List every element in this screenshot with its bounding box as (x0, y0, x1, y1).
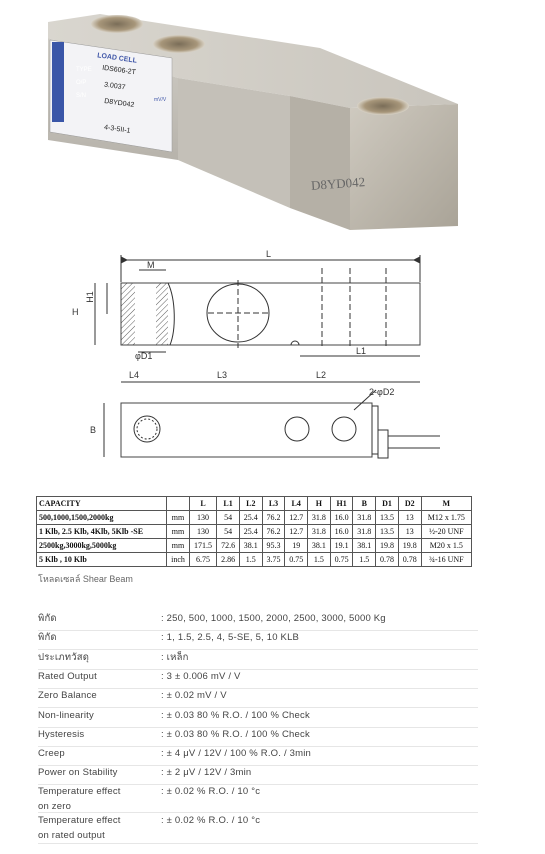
table-cell: 6.75 (189, 553, 216, 567)
table-cell: 1.5 (308, 553, 331, 567)
table-cell: 25.4 (239, 525, 262, 539)
property-value: : เหล็ก (161, 652, 189, 663)
table-cell: inch (167, 553, 189, 567)
property-row (38, 688, 478, 708)
dim-D1: φD1 (135, 351, 153, 361)
table-cell: 130 (189, 511, 216, 525)
property-value: : ± 4 μV / 12V / 100 % R.O. / 3min (161, 748, 312, 759)
table-cell: ½-20 UNF (421, 525, 471, 539)
table-cell: 1.5 (353, 553, 376, 567)
table-header-cell: L (189, 497, 216, 511)
dim-M: M (147, 260, 155, 270)
table-cell: 3.75 (262, 553, 285, 567)
table-header-cell (167, 497, 189, 511)
property-label: Temperature effect on rated output (38, 815, 121, 841)
table-cell: 2.86 (217, 553, 240, 567)
property-value: : 250, 500, 1000, 1500, 2000, 2500, 3000, 5000 Kg (161, 613, 386, 624)
table-cell: 16.0 (330, 511, 353, 525)
table-cell: 0.78 (398, 553, 421, 567)
dim-D2: 2-φD2 (369, 387, 395, 397)
table-cell: 76.2 (262, 511, 285, 525)
property-row (38, 784, 478, 813)
property-row (38, 630, 478, 650)
table-header-cell: H1 (330, 497, 353, 511)
table-row (37, 511, 472, 525)
label-sn-key: S/N (76, 93, 87, 99)
table-header-cell: L2 (239, 497, 262, 511)
dim-L: L (266, 249, 272, 259)
table-cell: 54 (217, 525, 240, 539)
property-row (38, 746, 478, 766)
table-cell: 19.8 (376, 539, 399, 553)
table-cell: 38.1 (353, 539, 376, 553)
table-cell: 25.4 (239, 511, 262, 525)
property-label: Zero Balance (38, 690, 97, 701)
table-header-cell: D2 (398, 497, 421, 511)
table-cell: 13.5 (376, 525, 399, 539)
table-cell: 500,1000,1500,2000kg (37, 511, 167, 525)
table-cell: 171.5 (189, 539, 216, 553)
table-cell: 54 (217, 511, 240, 525)
property-value: : ± 0.03 80 % R.O. / 100 % Check (161, 710, 310, 721)
label-sn-value: D8YD042 (103, 97, 135, 110)
table-cell: 31.8 (353, 525, 376, 539)
table-cell: M12 x 1.75 (421, 511, 471, 525)
caption: โหลดเซลล์ Shear Beam (38, 574, 133, 584)
table-cell: 2500kg,3000kg,5000kg (37, 539, 167, 553)
table-cell: 1.5 (239, 553, 262, 567)
property-value: : ± 2 μV / 12V / 3min (161, 767, 252, 778)
table-header-cell: CAPACITY (37, 497, 167, 511)
property-row (38, 813, 478, 844)
mounting-hole-1 (91, 15, 143, 33)
table-cell: ¾-16 UNF (421, 553, 471, 567)
table-header-cell: H (308, 497, 331, 511)
dim-L1: L1 (356, 346, 367, 356)
table-cell: 31.8 (308, 511, 331, 525)
property-value: : 1, 1.5, 2.5, 4, 5-SE, 5, 10 KLB (161, 632, 300, 643)
table-header-cell: D1 (376, 497, 399, 511)
label-type-value: IDS606-2T (101, 64, 137, 77)
table-header-row (37, 497, 472, 511)
property-row (38, 611, 478, 631)
load-hole (357, 97, 409, 115)
property-row (38, 765, 478, 785)
label-op-value: 3.0037 (103, 81, 126, 92)
table-cell: 38.1 (239, 539, 262, 553)
table-cell: 5 Klb , 10 Klb (37, 553, 167, 567)
property-label: พิกัด (38, 613, 57, 624)
table-cell: 95.3 (262, 539, 285, 553)
dim-L3: L3 (217, 370, 228, 380)
table-cell: mm (167, 525, 189, 539)
spec-table (36, 496, 472, 567)
property-label: Hysteresis (38, 729, 85, 740)
property-value: : ± 0.03 80 % R.O. / 100 % Check (161, 729, 310, 740)
property-value: : ± 0.02 % R.O. / 10 °c (161, 815, 261, 826)
property-label: พิกัด (38, 632, 57, 643)
table-cell: 13.5 (376, 511, 399, 525)
table-row (37, 553, 472, 567)
property-value: : ± 0.02 % R.O. / 10 °c (161, 786, 261, 797)
table-cell: 31.8 (353, 511, 376, 525)
table-cell: 1 Klb, 2.5 Klb, 4Klb, 5Klb -SE (37, 525, 167, 539)
label-brand: LOAD CELL (96, 52, 138, 65)
property-label: Rated Output (38, 671, 97, 682)
table-cell: 13 (398, 525, 421, 539)
table-cell: 0.78 (376, 553, 399, 567)
table-cell: 0.75 (330, 553, 353, 567)
property-label: Power on Stability (38, 767, 118, 778)
property-row (38, 727, 478, 747)
table-row (37, 525, 472, 539)
table-cell: 19 (285, 539, 308, 553)
label-bottom-code: 4-3-5II-1 (103, 124, 131, 135)
table-cell: 12.7 (285, 511, 308, 525)
table-cell: 38.1 (308, 539, 331, 553)
table-cell: mm (167, 511, 189, 525)
label-unit: mV/V (154, 97, 167, 103)
label-type-key: TYPE (76, 67, 92, 73)
property-row (38, 708, 478, 728)
table-header-cell: B (353, 497, 376, 511)
table-cell: 130 (189, 525, 216, 539)
mounting-hole-2 (153, 35, 205, 53)
table-header-cell: M (421, 497, 471, 511)
table-cell: 12.7 (285, 525, 308, 539)
product-photo (0, 0, 545, 240)
property-value: : 3 ± 0.006 mV / V (161, 671, 241, 682)
dim-B: B (90, 425, 97, 435)
table-cell: mm (167, 539, 189, 553)
dim-L2: L2 (316, 370, 327, 380)
table-header-cell: L1 (217, 497, 240, 511)
engraved-serial: D8YD042 (310, 174, 366, 193)
table-cell: 19.8 (398, 539, 421, 553)
property-label: Creep (38, 748, 65, 759)
table-cell: 72.6 (217, 539, 240, 553)
table-row (37, 539, 472, 553)
table-cell: M20 x 1.5 (421, 539, 471, 553)
table-header-cell: L3 (262, 497, 285, 511)
table-cell: 76.2 (262, 525, 285, 539)
dim-H1: H1 (84, 291, 95, 303)
property-value: : ± 0.02 mV / V (161, 690, 227, 701)
table-cell: 0.75 (285, 553, 308, 567)
property-row (38, 669, 478, 689)
table-cell: 16.0 (330, 525, 353, 539)
table-header-cell: L4 (285, 497, 308, 511)
label-op-key: O/P (76, 80, 87, 86)
property-row (38, 650, 478, 670)
property-label: ประเภทวัสดุ (38, 652, 90, 663)
table-cell: 19.1 (330, 539, 353, 553)
property-label: Non-linearity (38, 710, 94, 721)
dim-H: H (72, 307, 79, 317)
table-cell: 13 (398, 511, 421, 525)
dim-L4: L4 (129, 370, 140, 380)
property-label: Temperature effect on zero (38, 786, 121, 812)
technical-drawing (0, 240, 545, 490)
table-cell: 31.8 (308, 525, 331, 539)
